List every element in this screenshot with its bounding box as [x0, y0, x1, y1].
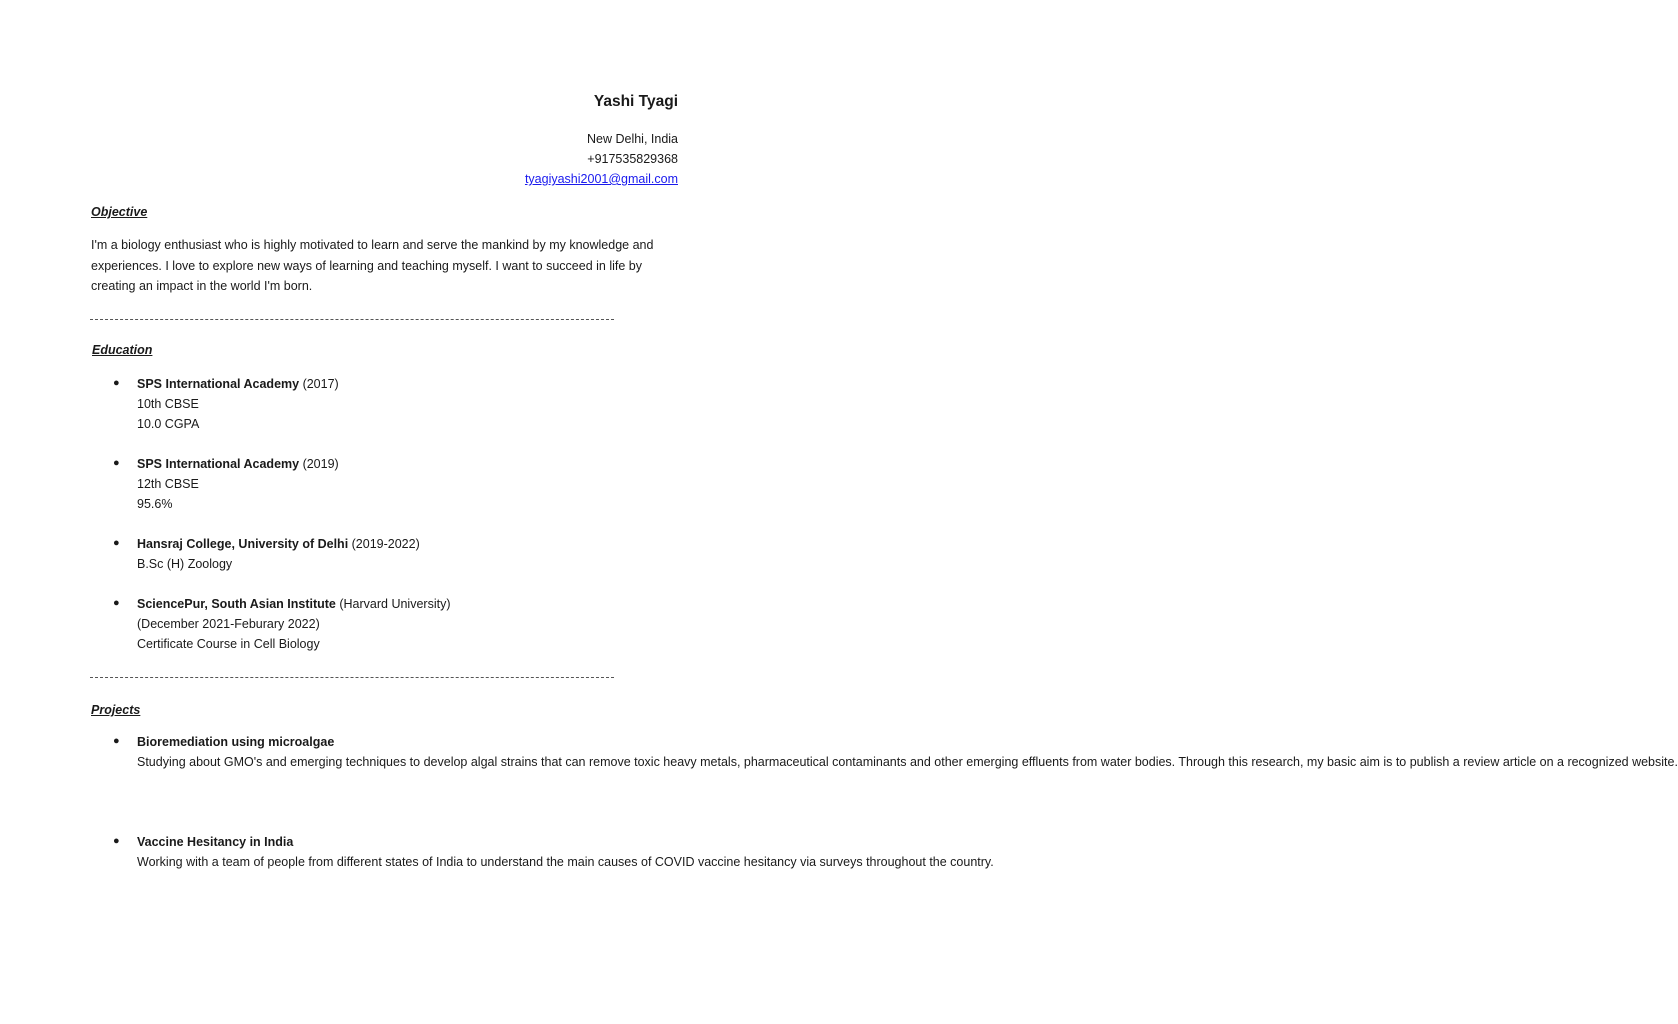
section-divider	[90, 319, 614, 320]
phone-number: +917535829368	[587, 152, 678, 166]
bullet-icon: ●	[113, 835, 120, 847]
institution-affiliation: (Harvard University)	[335, 597, 451, 611]
education-item	[137, 534, 420, 574]
institution-name: Hansraj College, University of Delhi	[137, 537, 349, 551]
objective-text: I'm a biology enthusiast who is highly motivated to learn and serve the mankind by my knowledge and experiences. I love to explore new ways of learning and teaching myself. I want to succeed in life by creating an impact in the world I'm born.	[91, 238, 654, 293]
bullet-icon: ●	[113, 597, 120, 609]
education-item	[137, 374, 339, 434]
education-qualification: 12th CBSE	[137, 477, 199, 491]
bullet-icon: ●	[113, 537, 120, 549]
bullet-icon: ●	[113, 735, 120, 747]
bullet-icon: ●	[113, 457, 120, 469]
candidate-name: Yashi Tyagi	[593, 93, 678, 110]
bullet-icon: ●	[113, 377, 120, 389]
institution-name: SPS International Academy	[137, 457, 300, 471]
objective-heading: Objective	[91, 205, 148, 219]
education-score: 10.0 CGPA	[137, 417, 200, 431]
project-item	[137, 732, 1678, 772]
project-title: Bioremediation using microalgae	[137, 735, 335, 749]
course-dates: (December 2021-Feburary 2022)	[137, 617, 320, 631]
projects-heading: Projects	[91, 703, 141, 717]
education-item	[137, 594, 451, 654]
project-item	[137, 832, 994, 872]
education-qualification: 10th CBSE	[137, 397, 199, 411]
education-year: (2019)	[299, 457, 339, 471]
location: New Delhi, India	[586, 132, 678, 146]
project-description: Studying about GMO's and emerging techniques to develop algal strains that can remove toxic heavy metals, pharmaceutical contaminants and other emerging effluents from water bodies. Through this research, my basic aim is to publish a review article on a recognized website.	[137, 755, 1678, 769]
course-name: Certificate Course in Cell Biology	[137, 637, 320, 651]
education-year: (2019-2022)	[348, 537, 420, 551]
project-title: Vaccine Hesitancy in India	[137, 835, 294, 849]
education-year: (2017)	[299, 377, 339, 391]
education-heading: Education	[92, 343, 153, 357]
section-divider	[90, 677, 614, 678]
project-description: Working with a team of people from different states of India to understand the main causes of COVID vaccine hesitancy via surveys throughout the country.	[137, 855, 994, 869]
education-qualification: B.Sc (H) Zoology	[137, 557, 233, 571]
email-link[interactable]: tyagiyashi2001@gmail.com	[524, 172, 678, 186]
education-score: 95.6%	[137, 497, 173, 511]
institution-name: SciencePur, South Asian Institute	[137, 597, 336, 611]
education-item	[137, 454, 339, 514]
institution-name: SPS International Academy	[137, 377, 300, 391]
